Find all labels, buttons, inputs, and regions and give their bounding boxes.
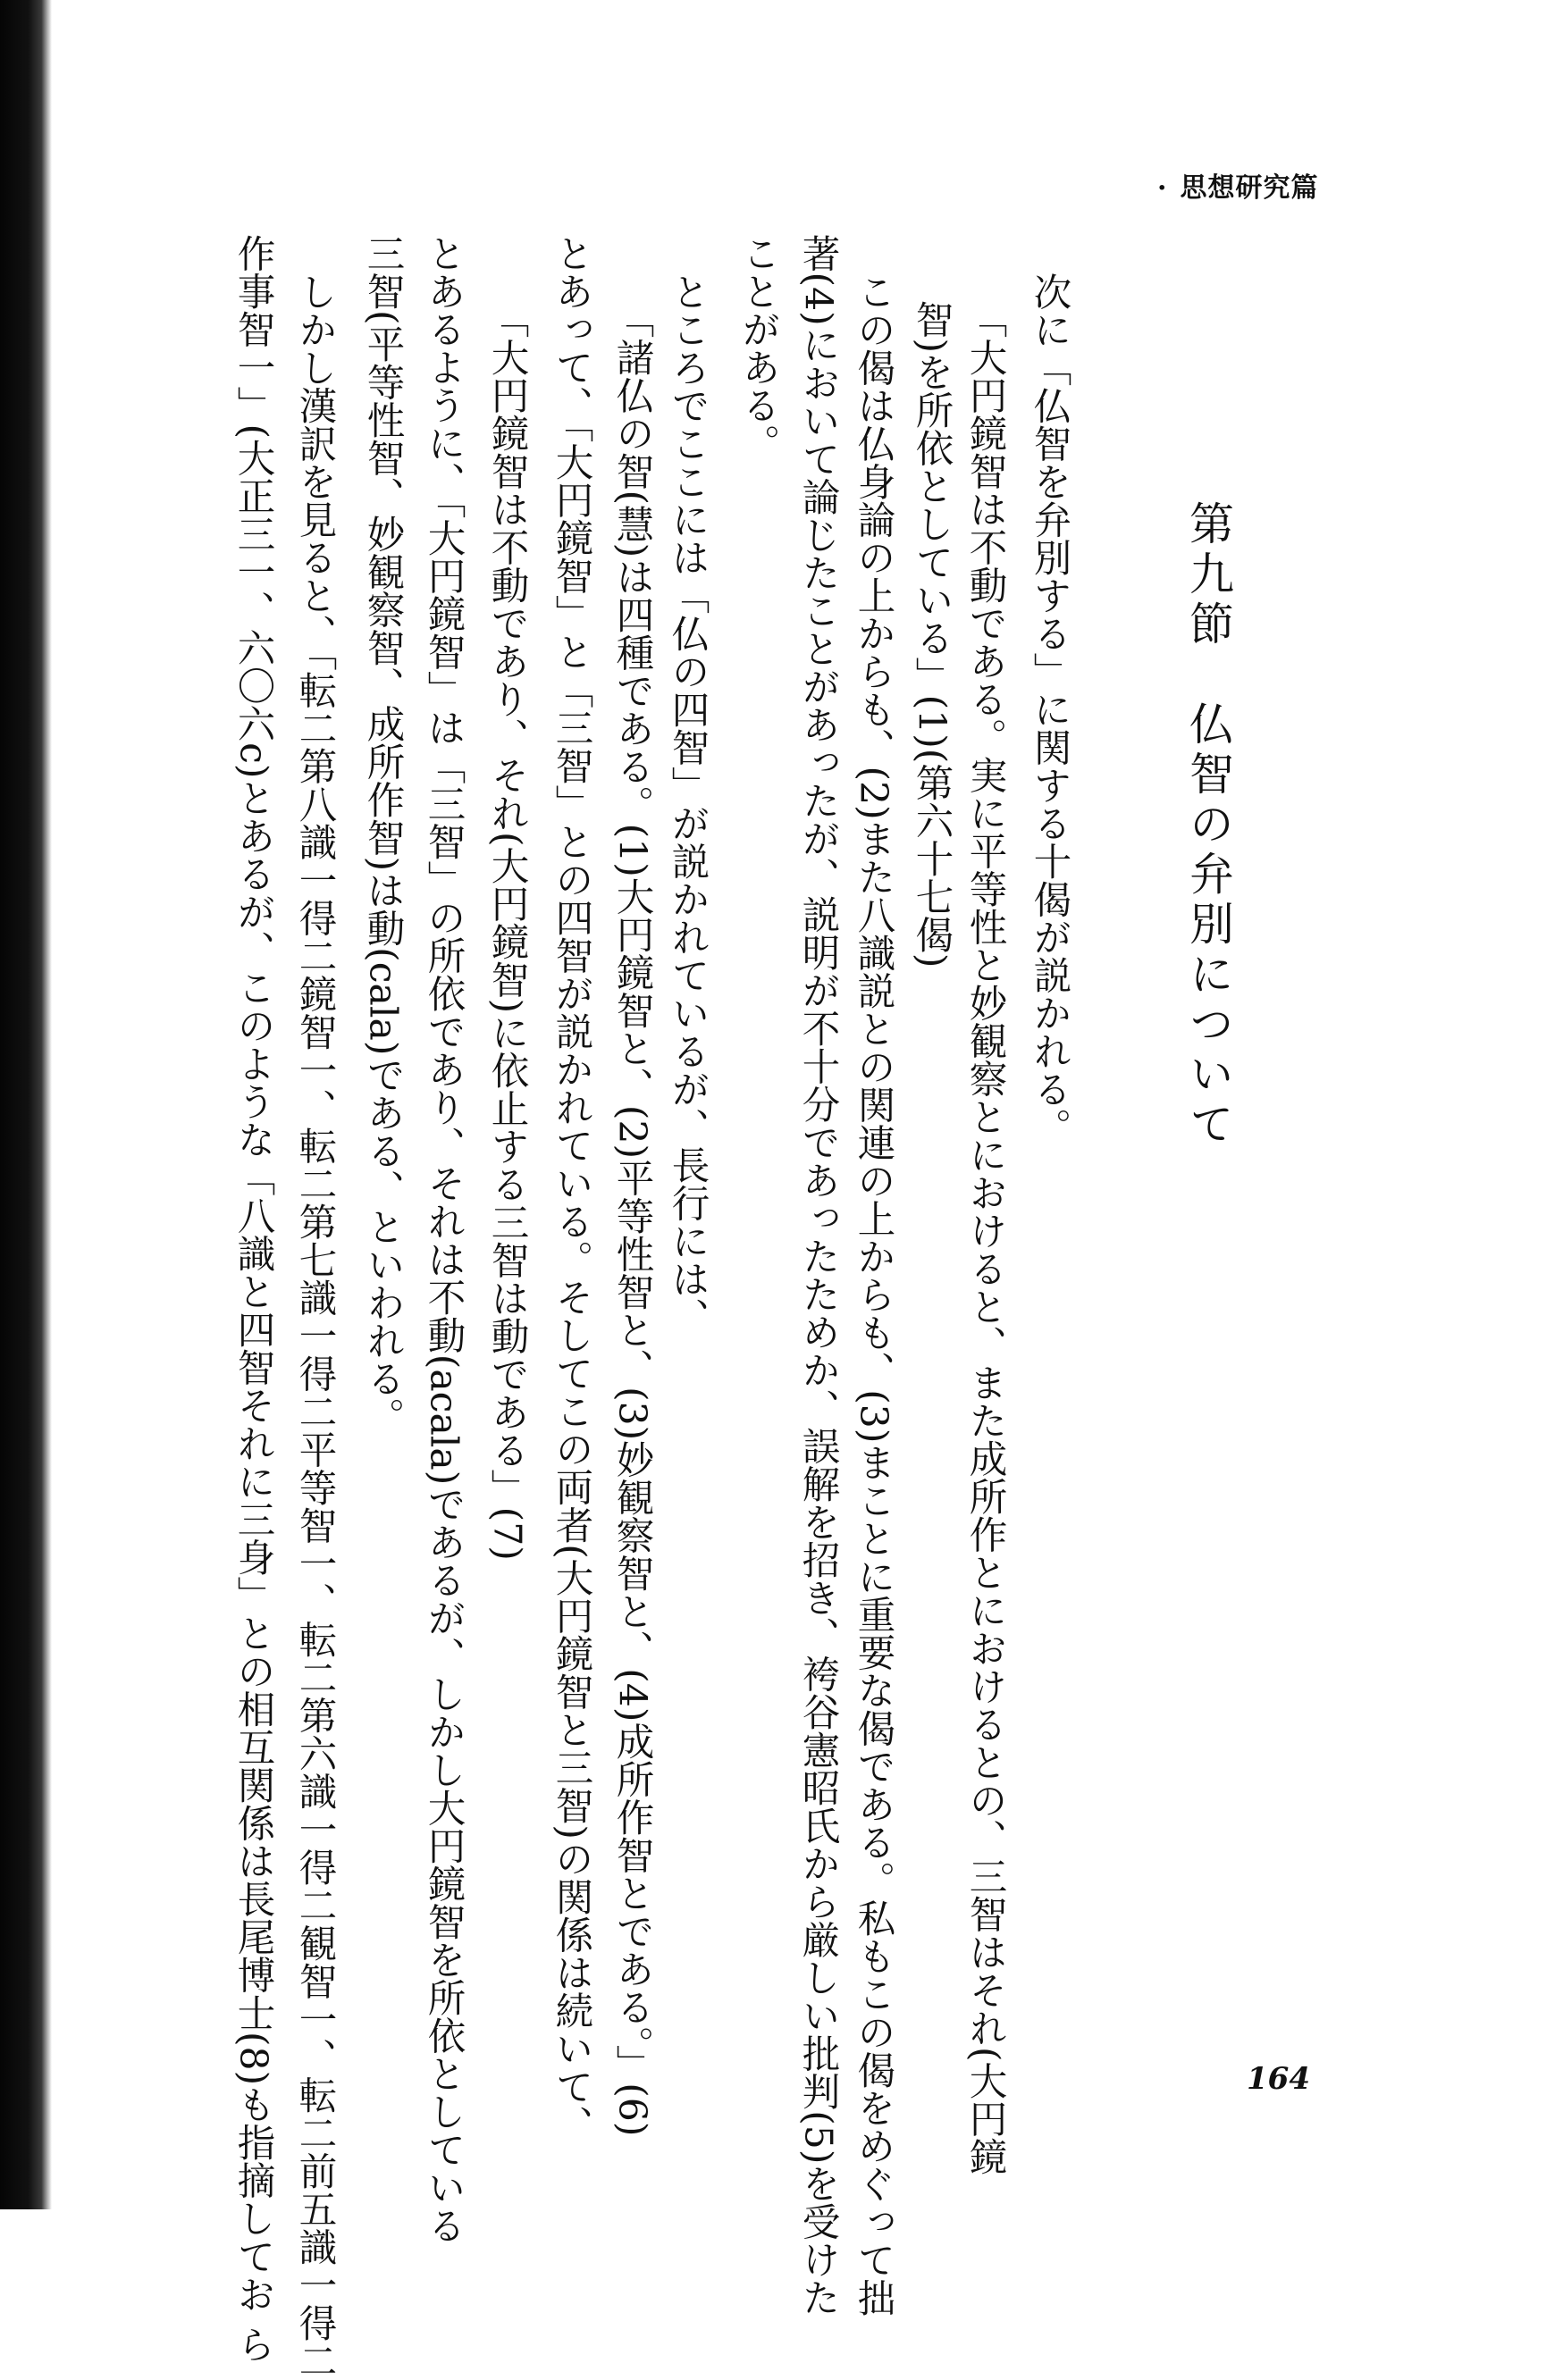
- text-column-4: この偈は仏身論の上からも、(2)また八識説との関連の上からも、(3)まことに重要な偈である。私もこの偈をめぐって拙: [851, 272, 895, 2317]
- text-column-10: 「大円鏡智は不動であり、それ(大円鏡智)に依止する三智は動である」(7): [484, 300, 529, 1561]
- text-column-12: 三智(平等性智、妙観察智、成所作智)は動(cala)である、といわれる。: [360, 234, 405, 1436]
- text-column-2: 「大円鏡智は不動である。実に平等性と妙観察とにおけると、また成所作とにおけるとの、三智はそれ(大円鏡: [962, 300, 1007, 2176]
- running-title: 思想研究篇: [1180, 172, 1319, 204]
- binding-edge-shadow: [0, 0, 52, 2209]
- text-column-13: しかし漢訳を見ると、「転二第八識一得二鏡智一、転二第七識一得二平等智一、転二第六識一得二観智一、転二前五識一得二: [292, 272, 337, 2380]
- text-column-9: とあって、「大円鏡智」と「三智」との四智が説かれている。そしてこの両者(大円鏡智と三智)の関係は続いて、: [549, 234, 593, 2143]
- section-title: 第九節 仏智の弁別について: [1182, 500, 1234, 1151]
- text-column-3: 智)を所依としている」(1)(第六十七偈): [909, 300, 954, 968]
- text-column-7: ところでここには「仏の四智」が説かれているが、長行には、: [665, 272, 710, 1336]
- text-column-14: 作事智一」(大正三一、六〇六c)とあるが、このような「八識と四智それに三身」との相互関係は長尾博士(8)も指摘してお ら: [231, 234, 275, 2364]
- page-number: 164: [1247, 2061, 1310, 2097]
- text-column-1: 次に「仏智を弁別する」に関する十偈が説かれる。: [1027, 272, 1071, 1146]
- text-column-11: とあるように、「大円鏡智」は「三智」の所依であり、それは不動(acala)であるが、しかし大円鏡智を所依としている: [421, 234, 466, 2245]
- header-dot: ·: [1157, 172, 1168, 204]
- text-column-6: ことがある。: [735, 234, 780, 462]
- running-header: [1157, 165, 1319, 205]
- text-column-8: 「諸仏の智(慧)は四種である。(1)大円鏡智と、(2)平等性智と、(3)妙観察智と、(4)成所作智とである。」(6): [609, 300, 654, 2137]
- text-column-5: 著(4)において論じたことがあったが、説明が不十分であったためか、誤解を招き、袴谷憲昭氏から厳しい批判(5)を受けた: [795, 234, 840, 2317]
